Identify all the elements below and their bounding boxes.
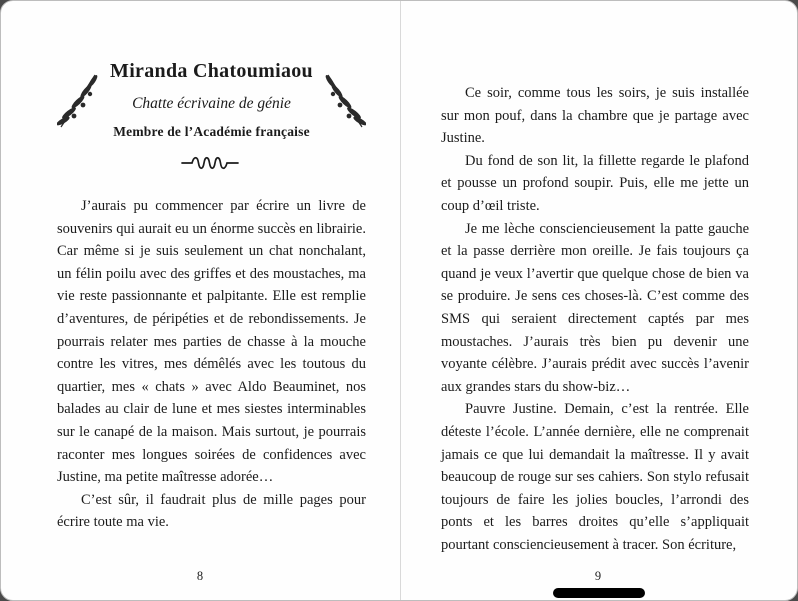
page-gutter-line [400,1,401,600]
paragraph: Du fond de son lit, la fillette regarde le plafond et pousse un profond soupir. Puis, elle me jette un coup d’œil triste. [441,152,749,214]
body-text-left [57,195,366,534]
chapter-affiliation: Membre de l’Académie française [113,124,310,139]
chapter-subtitle: Chatte écrivaine de génie [132,95,291,112]
paragraph: Je me lèche consciencieusement la patte gauche et la passe derrière mon oreille. Je fais toujours ça quand je veux l’avertir que quelque chose de bien va se produire. Je sens ces choses-là. C’est comme des SMS qui seraient directement captés par mes moustaches. J’aurais très bien pu devenir une voyante célèbre. J’aurais prédit avec succès l’avenir aux grandes stars du show-biz… [441,220,749,395]
bottom-bar-indicator[interactable] [553,588,645,598]
paragraph: Ce soir, comme tous les soirs, je suis installée sur mon pouf, dans la chambre que je partage avec Justine. [441,85,749,147]
page-number-left: 8 [196,569,204,583]
chapter-title: Miranda Chatoumiaou [110,60,313,82]
paragraph: C’est sûr, il faudrait plus de mille pages pour écrire toute ma vie. [57,491,366,531]
paragraph: J’aurais pu commencer par écrire un livre de souvenirs qui aurait eu un énorme succès en librairie. Car même si je suis seulement un chat nonchalant, un félin poilu avec des griffes et des moustaches, ma vie reste passionnante et palpitante. Elle est remplie d’aventures, de péripéties et de rebondissements. Je pourrais relater mes parties de chasse à la mouche contre les vitres, mes démêlés avec les toutous du quartier, mes « chats » avec Aldo Beauminet, nos balades au clair de lune et mes siestes interminables sur le canapé de la maison. Mais surtout, je pourrais raconter mes longues soirées de confidences avec Justine, ma petite maîtresse adorée… [57,198,366,486]
olive-branch-left-icon [57,69,101,131]
squiggle-divider-icon [57,155,366,171]
olive-branch-right-icon [322,69,366,131]
page-number-right: 9 [594,569,602,583]
page-right [399,1,797,600]
page-left [1,1,399,600]
chapter-header [57,59,366,141]
chapter-header-text [101,59,322,141]
paragraph: Pauvre Justine. Demain, c’est la rentrée. Elle déteste l’école. L’année dernière, elle ne comprenait jamais ce que lui demandait la maîtresse. Il y avait beaucoup de rouge sur ses cahiers. Son stylo refusait toujours de faire les jolies boucles, l’arrondi des ponts et les barres droites qu’elle s’appliquait pourtant consciencieusement à tracer. Son écriture, [441,401,749,553]
body-text-right [441,82,749,556]
